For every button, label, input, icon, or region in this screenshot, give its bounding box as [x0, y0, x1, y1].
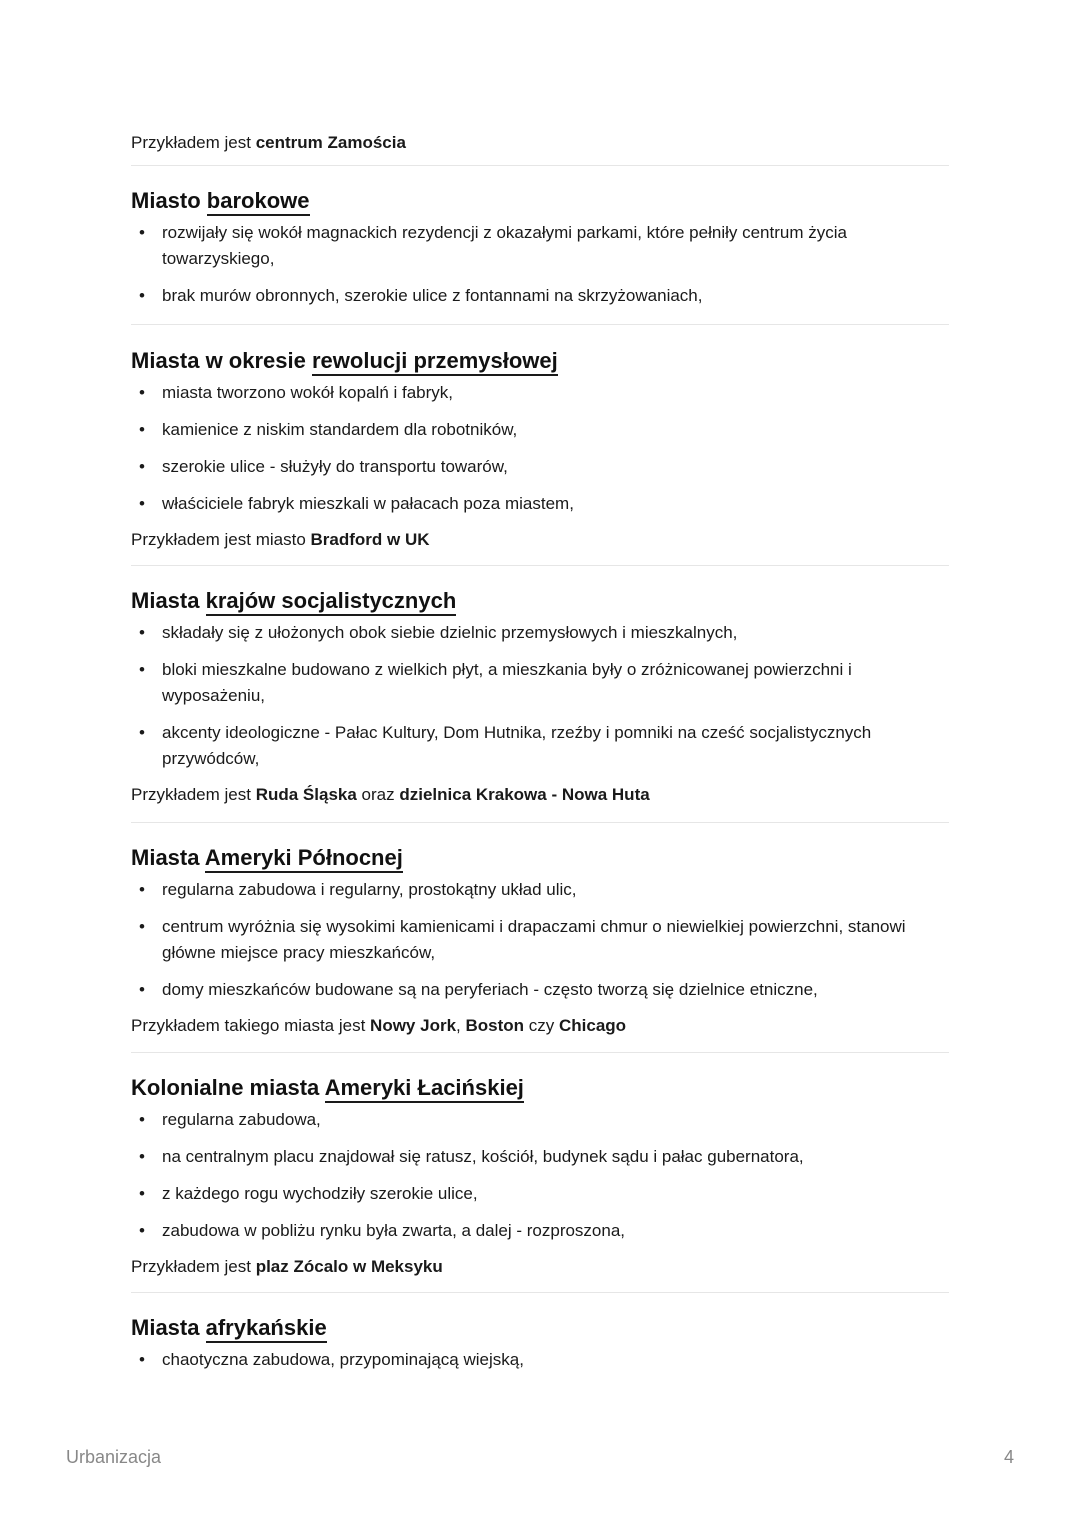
list-item: • akcenty ideologiczne - Pałac Kultury, Dom Hutnika, rzeźby i pomniki na cześć socjalistycznych przywódców, [131, 720, 949, 772]
divider [131, 324, 949, 325]
example-line: Przykładem jest miasto Bradford w UK [131, 530, 430, 549]
bullet-list [131, 877, 949, 1003]
list-item: • z każdego rogu wychodziły szerokie ulice, [131, 1181, 949, 1207]
list-item: • brak murów obronnych, szerokie ulice z fontannami na skrzyżowaniach, [131, 283, 949, 309]
section-latin-america [131, 1073, 949, 1280]
divider [131, 565, 949, 566]
section-heading: Miasta krajów socjalistycznych [131, 586, 949, 616]
example-line: Przykładem takiego miasta jest Nowy Jork, Boston czy Chicago [131, 1016, 627, 1035]
divider [131, 165, 949, 166]
section-heading: Miasta w okresie rewolucji przemysłowej [131, 346, 949, 376]
list-item: • chaotyczna zabudowa, przypominającą wiejską, [131, 1347, 949, 1373]
list-item: • miasta tworzono wokół kopalń i fabryk, [131, 380, 949, 406]
list-item: • zabudowa w pobliżu rynku była zwarta, a dalej - rozproszona, [131, 1218, 949, 1244]
example-line: Przykładem jest Ruda Śląska oraz dzielnica Krakowa - Nowa Huta [131, 785, 650, 804]
list-item: • centrum wyróżnia się wysokimi kamienicami i drapaczami chmur o niewielkiej powierzchni, stanowi główne miejsce pracy mieszkańców, [131, 914, 949, 966]
list-item: • domy mieszkańców budowane są na peryferiach - często tworzą się dzielnice etniczne, [131, 977, 949, 1003]
list-item: • regularna zabudowa, [131, 1107, 949, 1133]
section-heading: Miasta Ameryki Północnej [131, 843, 949, 873]
divider [131, 1052, 949, 1053]
bullet-list [131, 620, 949, 772]
section-heading: Miasta afrykańskie [131, 1313, 949, 1343]
intro-example: Przykładem jest centrum Zamościa [131, 133, 406, 152]
bullet-list [131, 220, 949, 309]
list-item: • składały się z ułożonych obok siebie dzielnic przemysłowych i mieszkalnych, [131, 620, 949, 646]
list-item: • na centralnym placu znajdował się ratusz, kościół, budynek sądu i pałac gubernatora, [131, 1144, 949, 1170]
page-number: 4 [1003, 1447, 1014, 1467]
bullet-list [131, 380, 949, 517]
section-socialist-cities [131, 586, 949, 808]
list-item: • właściciele fabryk mieszkali w pałacach poza miastem, [131, 491, 949, 517]
section-baroque-city [131, 186, 949, 309]
section-heading: Kolonialne miasta Ameryki Łacińskiej [131, 1073, 949, 1103]
example-line: Przykładem jest plaz Zócalo w Meksyku [131, 1257, 443, 1276]
section-heading: Miasto barokowe [131, 186, 949, 216]
section-industrial-revolution [131, 346, 949, 553]
list-item: • kamienice z niskim standardem dla robotników, [131, 417, 949, 443]
divider [131, 1292, 949, 1293]
footer-title: Urbanizacja [66, 1447, 162, 1467]
section-north-america [131, 843, 949, 1039]
divider [131, 822, 949, 823]
bullet-list [131, 1347, 949, 1373]
section-african-cities [131, 1313, 949, 1373]
list-item: • regularna zabudowa i regularny, prostokątny układ ulic, [131, 877, 949, 903]
bullet-list [131, 1107, 949, 1244]
list-item: • bloki mieszkalne budowano z wielkich płyt, a mieszkania były o zróżnicowanej powierzchni i wyposażeniu, [131, 657, 949, 709]
list-item: • szerokie ulice - służyły do transportu towarów, [131, 454, 949, 480]
list-item: • rozwijały się wokół magnackich rezydencji z okazałymi parkami, które pełniły centrum życia towarzyskiego, [131, 220, 949, 272]
